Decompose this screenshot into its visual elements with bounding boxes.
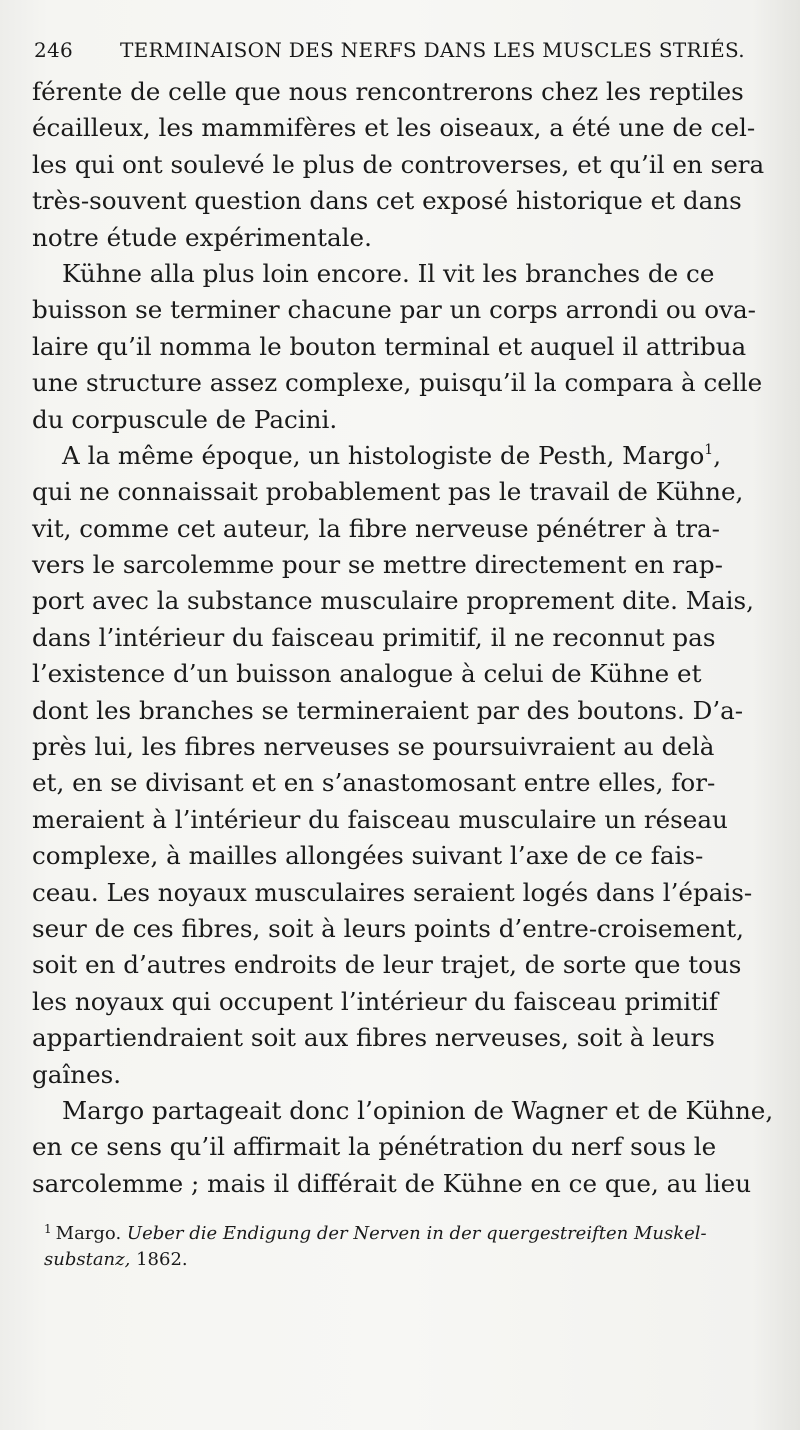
footnote-reference[interactable]: 1 (704, 441, 714, 458)
text-line: et, en se divisant et en s’anastomosant entre elles, for- (32, 768, 716, 798)
paragraph-start-line: Margo partageait donc l’opinion de Wagner et de Kühne, (62, 1095, 774, 1125)
text-line: les noyaux qui occupent l’intérieur du faisceau primitif (32, 986, 719, 1016)
body-text (32, 74, 774, 1202)
paragraph-start-line: Kühne alla plus loin encore. Il vit les branches de ce (62, 258, 715, 288)
footnote-title-continued: substanz, (44, 1249, 131, 1270)
text-line: qui ne connaissait probablement pas le travail de Kühne, (32, 477, 744, 507)
text-line: écailleux, les mammifères et les oiseaux, a été une de cel- (32, 113, 756, 143)
text-line: en ce sens qu’il affirmait la pénétration du nerf sous le (32, 1132, 717, 1162)
footnote-year: 1862. (136, 1249, 188, 1270)
text-line: dans l’intérieur du faisceau primitif, il ne reconnut pas (32, 622, 716, 652)
text-line: sarcolemme ; mais il différait de Kühne en ce que, au lieu (32, 1168, 752, 1198)
text-line: une structure assez complexe, puisqu’il la compara à celle (32, 368, 763, 398)
text-line: férente de celle que nous rencontrerons chez les reptiles (32, 77, 744, 106)
text-run: A la même époque, un histologiste de Pesth, Margo (62, 440, 705, 470)
text-line: buisson se terminer chacune par un corps arrondi ou ova- (32, 295, 756, 325)
text-line: près lui, les fibres nerveuses se poursuivraient au delà (32, 732, 715, 762)
text-line: vit, comme cet auteur, la fibre nerveuse pénétrer à tra- (32, 513, 720, 543)
text-line: gaînes. (32, 1059, 122, 1089)
page-number: 246 (34, 38, 74, 62)
text-line: laire qu’il nomma le bouton terminal et auquel il attribua (32, 331, 747, 361)
text-line: ceau. Les noyaux musculaires seraient logés dans l’épais- (32, 877, 753, 907)
text-line: très-souvent question dans cet exposé historique et dans (32, 186, 742, 216)
text-line: l’existence d’un buisson analogue à celui de Kühne et (32, 659, 702, 689)
text-line: vers le sarcolemme pour se mettre directement en rap- (32, 550, 723, 580)
footnote (44, 1216, 766, 1273)
footnote-author: Margo. (55, 1223, 122, 1244)
text-line: appartiendraient soit aux fibres nerveuses, soit à leurs (32, 1023, 715, 1053)
text-line: du corpuscule de Pacini. (32, 404, 338, 434)
text-run: , (713, 440, 722, 470)
text-line: dont les branches se termineraient par des boutons. D’a- (32, 695, 744, 725)
text-line: seur de ces fibres, soit à leurs points d’entre-croisement, (32, 913, 744, 943)
footnote-line (44, 1216, 766, 1247)
text-line: meraient à l’intérieur du faisceau musculaire un réseau (32, 804, 728, 834)
running-title: TERMINAISON DES NERFS DANS LES MUSCLES STRIÉS. (120, 38, 745, 62)
paragraph-start-line (32, 438, 760, 474)
running-head (34, 38, 774, 68)
text-line: notre étude expérimentale. (32, 222, 372, 252)
text-line: les qui ont soulevé le plus de controverses, et qu’il en sera (32, 149, 765, 179)
footnote-line (44, 1247, 766, 1273)
footnote-marker: 1 (44, 1222, 52, 1236)
text-line: soit en d’autres endroits de leur trajet, de sorte que tous (32, 950, 742, 980)
text-line: port avec la substance musculaire proprement dite. Mais, (32, 586, 754, 616)
footnote-title: Ueber die Endigung der Nerven in der quergestreiften Muskel- (126, 1223, 707, 1244)
text-line: complexe, à mailles allongées suivant l’axe de ce fais- (32, 841, 704, 871)
